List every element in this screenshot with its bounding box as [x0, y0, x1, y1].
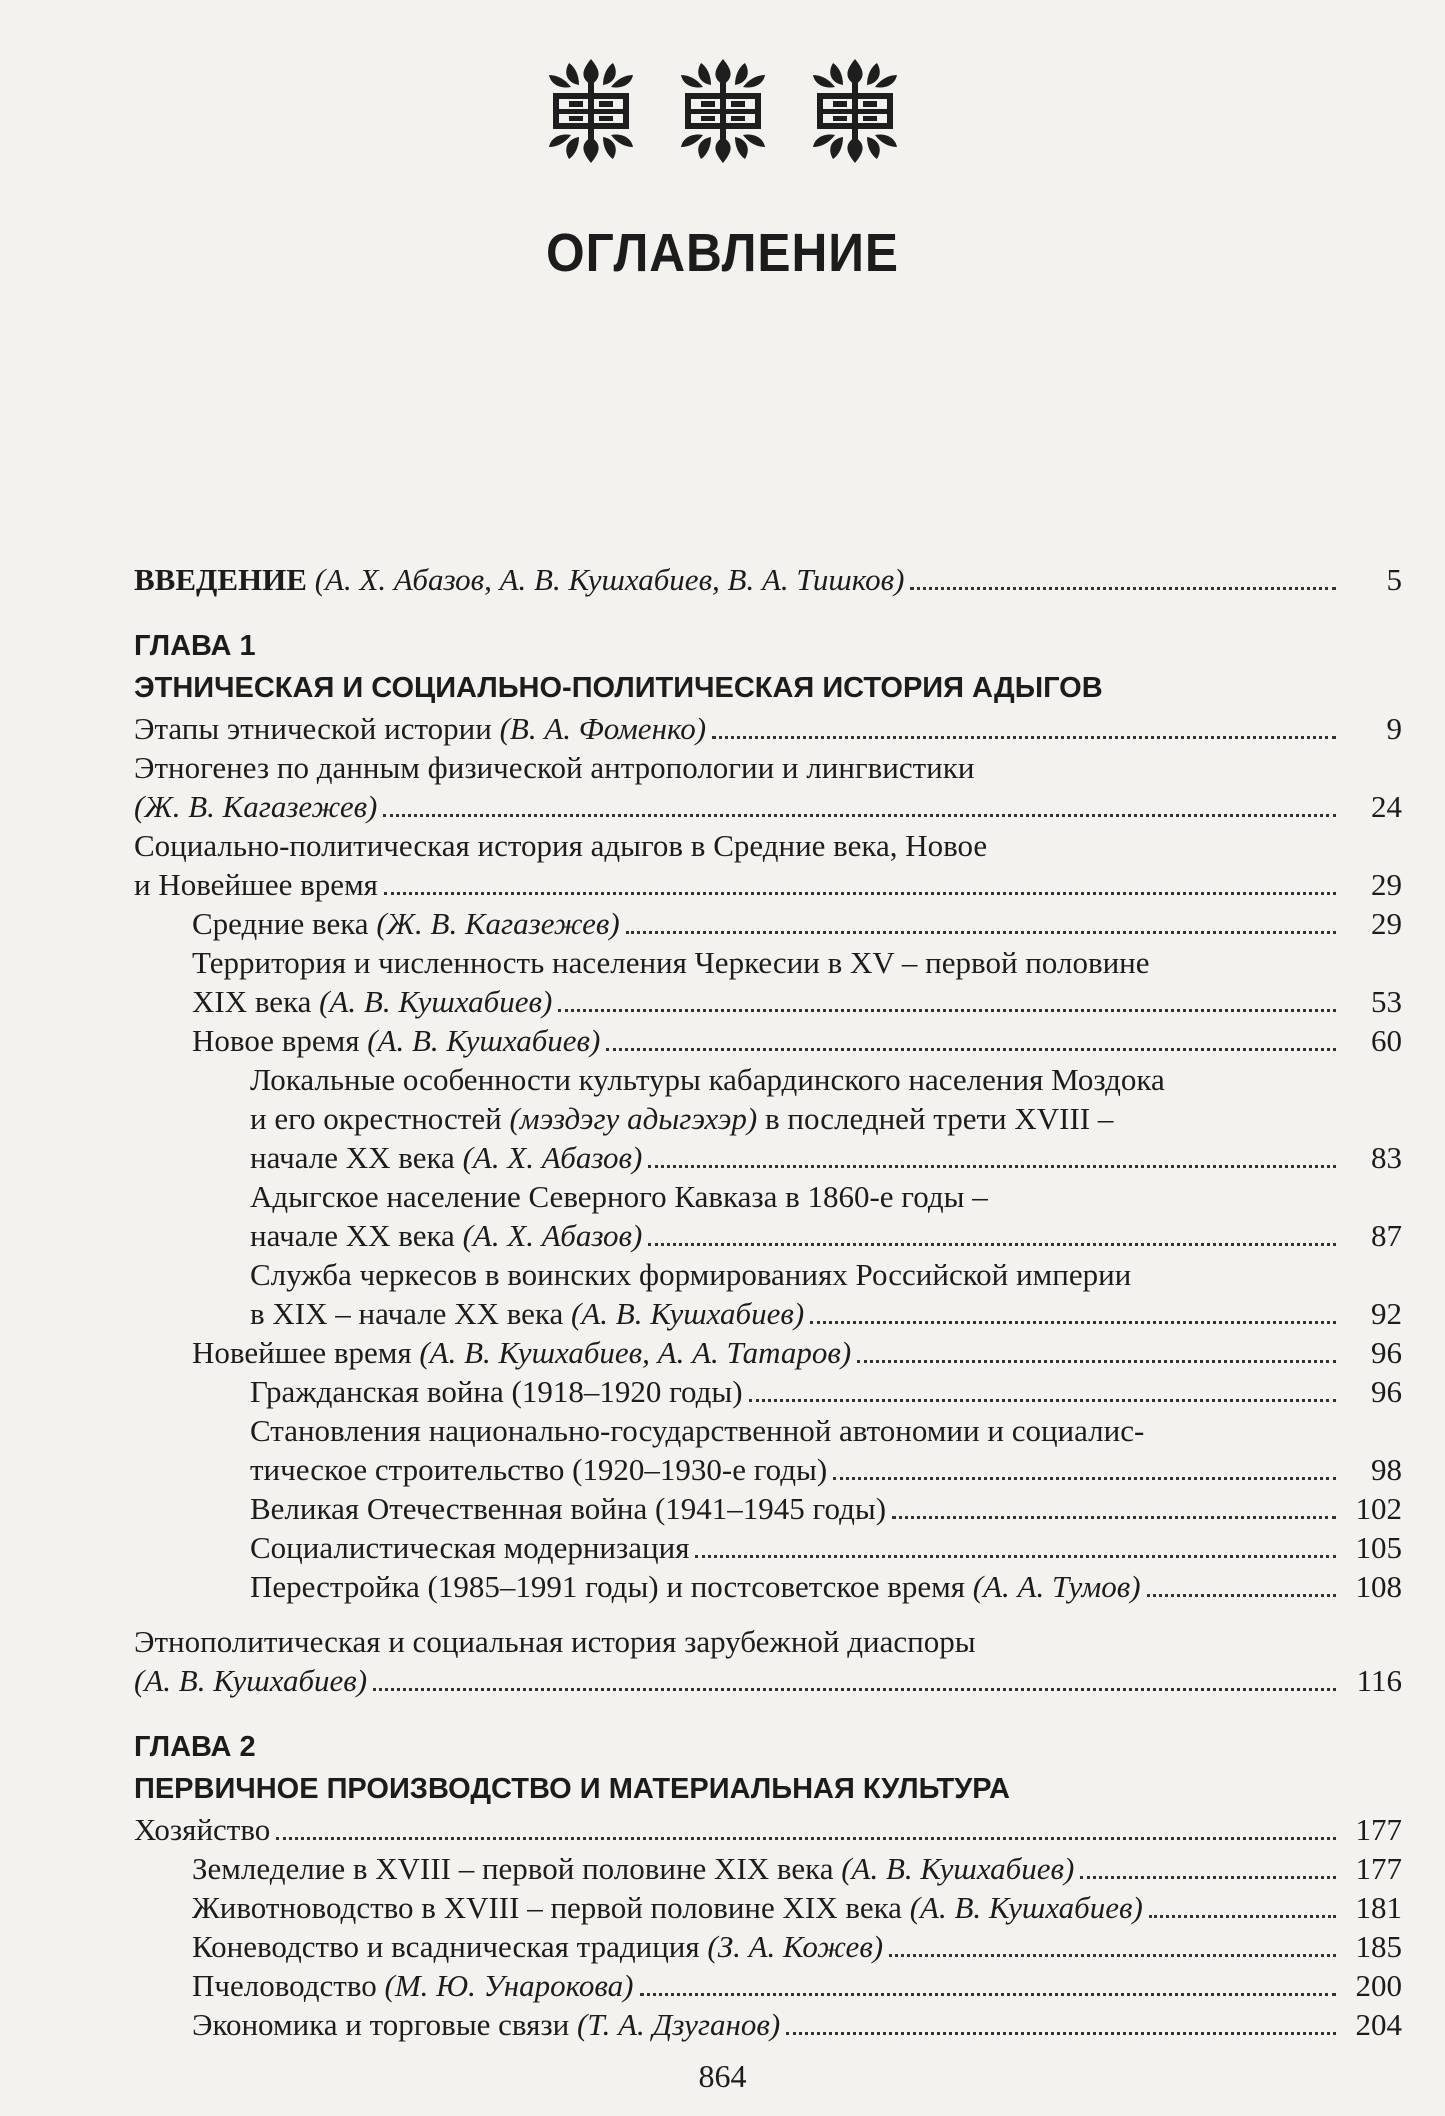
- toc-entry[interactable]: [134, 1372, 1402, 1411]
- page-ref: 87: [1371, 1218, 1402, 1253]
- toc-entry[interactable]: [134, 1849, 1402, 1888]
- entry-title: Этапы этнической истории: [134, 711, 500, 746]
- entry-title-italic: (мэздэгу адыгэхэр): [509, 1101, 758, 1136]
- chapter-1: [134, 625, 1402, 1700]
- entry-title: и Новейшее время: [134, 867, 378, 902]
- table-of-contents: [134, 560, 1402, 2044]
- dot-leader: [383, 814, 1336, 817]
- entry-author: (А. В. Кушхабиев): [909, 1890, 1143, 1925]
- toc-entry[interactable]: [134, 1177, 1402, 1255]
- toc-entry[interactable]: [134, 1622, 1402, 1700]
- entry-title: Хозяйство: [134, 1812, 271, 1847]
- page-ref: 105: [1355, 1530, 1402, 1565]
- page-ref: 24: [1371, 789, 1402, 824]
- dot-leader: [558, 1009, 1336, 1012]
- toc-entry[interactable]: [134, 826, 1402, 904]
- entry-author: (Т. А. Дзуганов): [577, 2007, 781, 2042]
- toc-entry[interactable]: [134, 1888, 1402, 1927]
- page-ref: 29: [1371, 906, 1402, 941]
- adyghe-ornament-icon: [539, 55, 643, 167]
- page-ref: 200: [1355, 1968, 1402, 2003]
- page-ref: 29: [1371, 867, 1402, 902]
- entry-title: в XIX – начале XX века: [250, 1296, 572, 1331]
- entry-title: Животноводство в XVIII – первой половине XIX века: [192, 1890, 910, 1925]
- dot-leader: [695, 1555, 1336, 1558]
- dot-leader: [1080, 1876, 1336, 1879]
- chapter-title: ЭТНИЧЕСКАЯ И СОЦИАЛЬНО-ПОЛИТИЧЕСКАЯ ИСТОРИЯ АДЫГОВ: [134, 672, 1103, 704]
- dot-leader: [910, 587, 1336, 590]
- toc-entry[interactable]: [134, 1060, 1402, 1177]
- entry-title: начале XX века: [250, 1218, 463, 1253]
- dot-leader: [640, 1993, 1337, 1996]
- page-ref: 83: [1371, 1140, 1402, 1175]
- dot-leader: [276, 1837, 1336, 1840]
- page-ref: 53: [1371, 984, 1402, 1019]
- entry-author: (Ж. В. Кагазежев): [134, 789, 378, 824]
- page-ref: 5: [1386, 562, 1402, 597]
- toc-entry[interactable]: [134, 1927, 1402, 1966]
- page-ref: 96: [1371, 1335, 1402, 1370]
- entry-author: (А. Х. Абазов): [462, 1140, 643, 1175]
- toc-entry[interactable]: [134, 709, 1402, 748]
- entry-author: (А. В. Кушхабиев, А. А. Татаров): [419, 1335, 852, 1370]
- dot-leader: [749, 1399, 1336, 1402]
- entry-author: (В. А. Фоменко): [499, 711, 707, 746]
- toc-entry[interactable]: [134, 1528, 1402, 1567]
- chapter-2: [134, 1726, 1402, 2044]
- page-ref: 60: [1371, 1023, 1402, 1058]
- entry-title: Новое время: [192, 1023, 368, 1058]
- dot-leader: [648, 1243, 1336, 1246]
- adyghe-ornament-icon: [671, 55, 775, 167]
- page-ref: 92: [1371, 1296, 1402, 1331]
- page-ref: 102: [1355, 1491, 1402, 1526]
- page-ref: 181: [1355, 1890, 1402, 1925]
- entry-title: начале XX века: [250, 1140, 463, 1175]
- entry-title: Земледелие в XVIII – первой половине XIX века: [192, 1851, 842, 1886]
- dot-leader: [786, 2032, 1336, 2035]
- entry-author: (Ж. В. Кагазежев): [376, 906, 620, 941]
- entry-author: (А. Х. Абазов): [462, 1218, 643, 1253]
- entry-title: Этнополитическая и социальная история зарубежной диаспоры: [134, 1624, 976, 1659]
- entry-title: Экономика и торговые связи: [192, 2007, 577, 2042]
- dot-leader: [626, 931, 1336, 934]
- toc-entry[interactable]: [134, 1567, 1402, 1606]
- ornament-row: [0, 55, 1445, 167]
- dot-leader: [606, 1048, 1336, 1051]
- toc-entry[interactable]: [134, 1021, 1402, 1060]
- dot-leader: [1147, 1594, 1336, 1597]
- entry-title: и его окрестностей: [250, 1101, 510, 1136]
- page-ref: 177: [1355, 1851, 1402, 1886]
- entry-title: Локальные особенности культуры кабардинского населения Моздока: [250, 1062, 1165, 1097]
- entry-title: XIX века: [192, 984, 320, 1019]
- dot-leader: [373, 1688, 1336, 1691]
- chapter-number: ГЛАВА 2: [134, 1731, 256, 1763]
- dot-leader: [889, 1954, 1336, 1957]
- entry-author: (А. В. Кушхабиев): [367, 1023, 601, 1058]
- entry-author: (А. В. Кушхабиев): [571, 1296, 805, 1331]
- entry-title: Становления национально-государственной автономии и социалис-: [250, 1413, 1145, 1448]
- toc-entry[interactable]: [134, 1810, 1402, 1849]
- toc-entry[interactable]: [134, 748, 1402, 826]
- entry-title: Перестройка (1985–1991 годы) и постсоветское время: [250, 1569, 973, 1604]
- intro-authors: (А. Х. Абазов, А. В. Кушхабиев, В. А. Тишков): [314, 562, 905, 597]
- entry-title: Территория и численность населения Черкесии в XV – первой половине: [192, 945, 1150, 980]
- entry-title: Социалистическая модернизация: [250, 1530, 690, 1565]
- toc-entry[interactable]: [134, 943, 1402, 1021]
- dot-leader: [648, 1165, 1336, 1168]
- entry-title: Средние века: [192, 906, 377, 941]
- entry-author: (М. Ю. Унарокова): [384, 1968, 634, 2003]
- page-ref: 185: [1355, 1929, 1402, 1964]
- entry-title: Новейшее время: [192, 1335, 420, 1370]
- entry-title: Пчеловодство: [192, 1968, 385, 2003]
- entry-author: (А. В. Кушхабиев): [319, 984, 553, 1019]
- page-ref: 177: [1355, 1812, 1402, 1847]
- entry-title: Великая Отечественная война (1941–1945 годы): [250, 1491, 887, 1526]
- entry-title: в последней трети XVIII –: [757, 1101, 1114, 1136]
- chapter-number: ГЛАВА 1: [134, 630, 256, 662]
- dot-leader: [892, 1516, 1336, 1519]
- entry-title: Гражданская война (1918–1920 годы): [250, 1374, 743, 1409]
- entry-title: Служба черкесов в воинских формированиях Российской империи: [250, 1257, 1132, 1292]
- entry-title: Адыгское население Северного Кавказа в 1860-е годы –: [250, 1179, 988, 1214]
- dot-leader: [712, 736, 1336, 739]
- entry-author: (А. В. Кушхабиев): [134, 1663, 368, 1698]
- toc-entry[interactable]: [134, 1489, 1402, 1528]
- page-title: ОГЛАВЛЕНИЕ: [546, 223, 899, 283]
- entry-author: (З. А. Кожев): [707, 1929, 884, 1964]
- entry-title: Социально-политическая история адыгов в Средние века, Новое: [134, 828, 988, 863]
- toc-entry[interactable]: [134, 1411, 1402, 1489]
- toc-entry[interactable]: [134, 2005, 1402, 2044]
- toc-entry[interactable]: [134, 1966, 1402, 2005]
- page-ref: 9: [1386, 711, 1402, 746]
- entry-title: Коневодство и всадническая традиция: [192, 1929, 708, 1964]
- chapter-title: ПЕРВИЧНОЕ ПРОИЗВОДСТВО И МАТЕРИАЛЬНАЯ КУЛЬТУРА: [134, 1773, 1010, 1805]
- toc-entry-introduction[interactable]: [134, 560, 1402, 599]
- dot-leader: [833, 1477, 1336, 1480]
- toc-entry[interactable]: [134, 1333, 1402, 1372]
- dot-leader: [384, 892, 1336, 895]
- page-ref: 116: [1356, 1663, 1402, 1698]
- dot-leader: [857, 1360, 1336, 1363]
- page-number: 864: [698, 2058, 747, 2094]
- page-ref: 96: [1371, 1374, 1402, 1409]
- entry-title: Этногенез по данным физической антропологии и лингвистики: [134, 750, 975, 785]
- page-ref: 98: [1371, 1452, 1402, 1487]
- toc-entry[interactable]: [134, 1255, 1402, 1333]
- dot-leader: [810, 1321, 1336, 1324]
- toc-entry[interactable]: [134, 904, 1402, 943]
- dot-leader: [1149, 1915, 1336, 1918]
- page-ref: 108: [1355, 1569, 1402, 1604]
- entry-author: (А. А. Тумов): [972, 1569, 1141, 1604]
- adyghe-ornament-icon: [803, 55, 907, 167]
- page-ref: 204: [1355, 2007, 1402, 2042]
- intro-label: ВВЕДЕНИЕ: [134, 562, 307, 597]
- entry-author: (А. В. Кушхабиев): [841, 1851, 1075, 1886]
- entry-title: тическое строительство (1920–1930-е годы): [250, 1452, 828, 1487]
